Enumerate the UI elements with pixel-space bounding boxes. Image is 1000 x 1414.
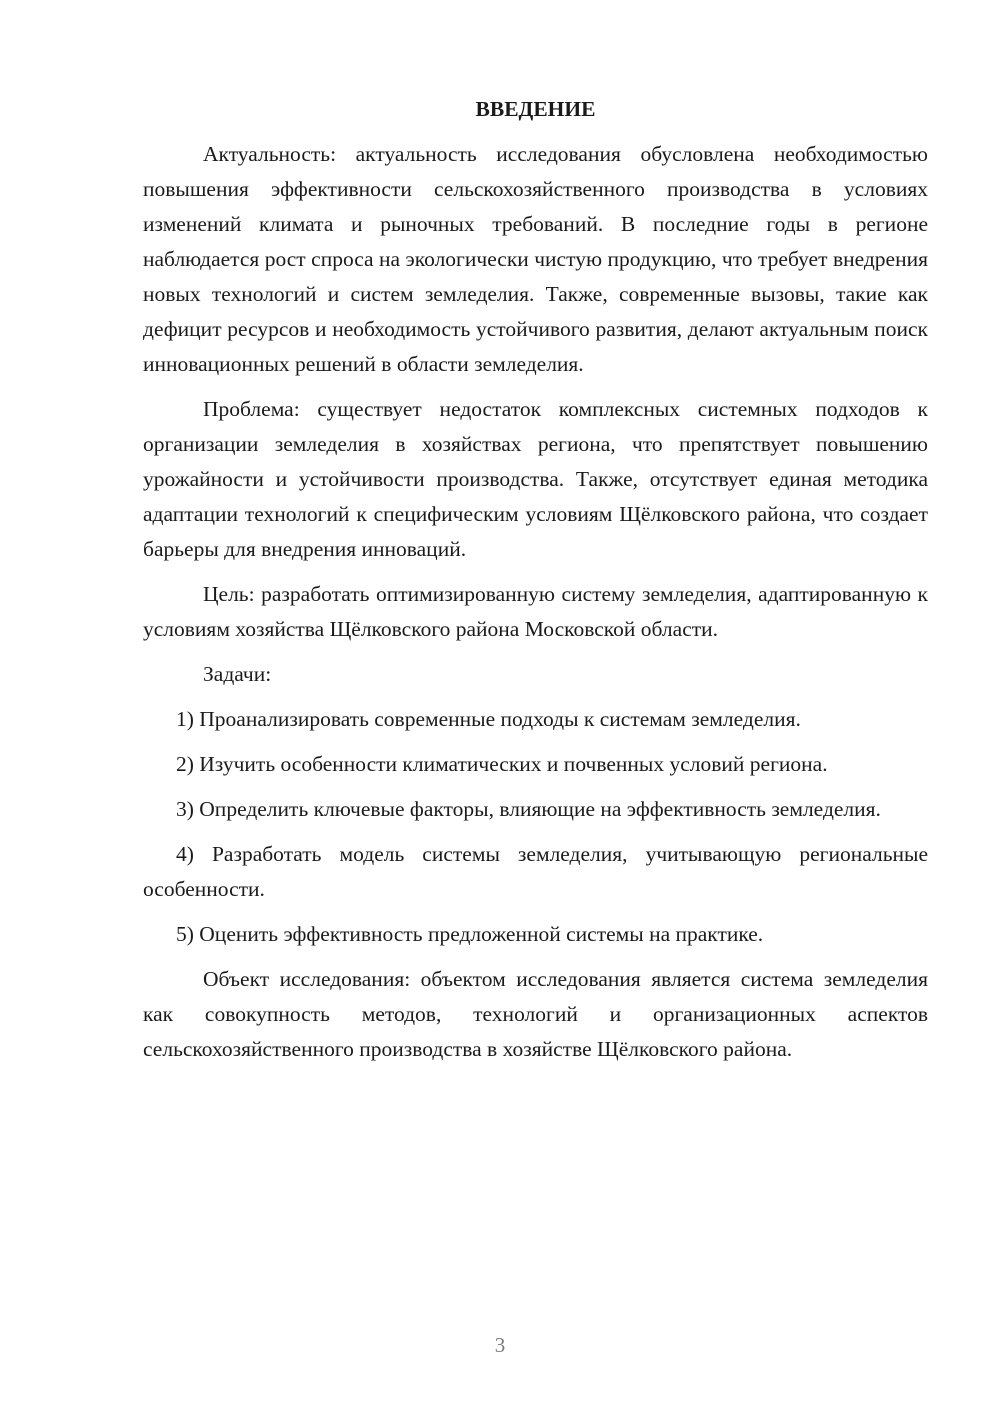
paragraph-relevance: Актуальность: актуальность исследования обусловлена необходимостью повышения эффективности сельскохозяйственного производства в условиях изменений климата и рыночных требований. В последние годы в регионе наблюдается рост спроса на экологически чистую продукцию, что требует внедрения новых технологий и систем земледелия. Также, современные вызовы, такие как дефицит ресурсов и необходимость устойчивого развития, делают актуальным поиск инновационных решений в области земледелия. (143, 142, 928, 376)
task-item: 3) Определить ключевые факторы, влияющие на эффективность земледелия. (176, 797, 881, 821)
section-heading: ВВЕДЕНИЕ (475, 97, 596, 121)
task-item: 1) Проанализировать современные подходы к системам земледелия. (176, 707, 801, 731)
paragraph-goal: Цель: разработать оптимизированную систему земледелия, адаптированную к условиям хозяйства Щёлковского района Московской области. (143, 582, 928, 641)
tasks-list (143, 702, 928, 952)
document-page (143, 92, 928, 1077)
tasks-label: Задачи: (203, 662, 272, 686)
task-item: 2) Изучить особенности климатических и почвенных условий региона. (176, 752, 828, 776)
paragraph-problem: Проблема: существует недостаток комплексных системных подходов к организации земледелия в хозяйствах региона, что препятствует повышению урожайности и устойчивости производства. Также, отсутствует единая методика адаптации технологий к специфическим условиям Щёлковского района, что создает барьеры для внедрения инноваций. (143, 397, 928, 561)
page-number: 3 (494, 1333, 506, 1357)
paragraph-object: Объект исследования: объектом исследования является система земледелия как совокупность методов, технологий и организационных аспектов сельскохозяйственного производства в хозяйстве Щёлковского района. (143, 967, 928, 1061)
task-item: 4) Разработать модель системы земледелия, учитывающую региональные особенности. (143, 842, 928, 901)
task-item: 5) Оценить эффективность предложенной системы на практике. (176, 922, 764, 946)
